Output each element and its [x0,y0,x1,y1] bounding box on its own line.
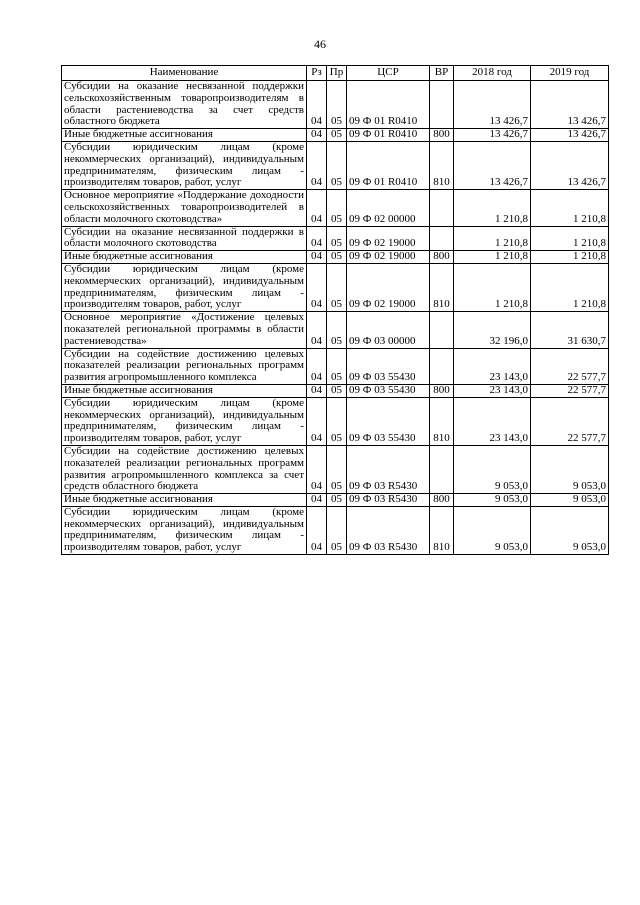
row-name-cell: Основное мероприятие «Достижение целевых показателей региональной программы в области растениеводства» [62,312,307,348]
row-2019-amount: 22 577,7 [531,348,609,384]
table-row [62,81,609,129]
table-header-row [62,66,609,81]
row-rz-cell: 04 [307,81,327,129]
row-pr-cell: 05 [327,263,347,311]
row-2018-amount: 9 053,0 [454,506,531,554]
row-2019-amount: 1 210,8 [531,226,609,251]
row-vr-cell: 810 [430,263,454,311]
row-rz-cell: 04 [307,312,327,348]
row-name-cell: Субсидии на содействие достижению целевых показателей реализации региональных программ развития агропромышленного комплекса за счет средств областного бюджета [62,445,307,493]
row-csr-cell: 09 Ф 01 R0410 [347,81,430,129]
row-vr-cell [430,226,454,251]
row-2019-amount: 9 053,0 [531,445,609,493]
page-number: 46 [314,37,326,51]
row-2019-amount: 13 426,7 [531,129,609,142]
row-rz-cell: 04 [307,397,327,445]
row-name-cell: Основное мероприятие «Поддержание доходности сельскохозяйственных товаропроизводителей в области молочного скотоводства» [62,190,307,226]
row-rz-cell: 04 [307,141,327,189]
row-2019-amount: 1 210,8 [531,251,609,264]
row-csr-cell: 09 Ф 02 19000 [347,226,430,251]
row-vr-cell: 810 [430,397,454,445]
row-vr-cell [430,312,454,348]
row-name-cell: Субсидии юридическим лицам (кроме некоммерческих организаций), индивидуальным предпринимателям, физическим лицам - производителям товаров, работ, услуг [62,263,307,311]
column-header-rz: Рз [307,66,327,81]
table-row [62,312,609,348]
row-2019-amount: 13 426,7 [531,81,609,129]
row-name-cell: Субсидии юридическим лицам (кроме некоммерческих организаций), индивидуальным предпринимателям, физическим лицам - производителям товаров, работ, услуг [62,141,307,189]
row-2018-amount: 9 053,0 [454,445,531,493]
row-pr-cell: 05 [327,190,347,226]
table-row [62,141,609,189]
row-name-cell: Иные бюджетные ассигнования [62,129,307,142]
row-name-cell: Субсидии на оказание несвязанной поддержки в области молочного скотоводства [62,226,307,251]
row-pr-cell: 05 [327,384,347,397]
row-pr-cell: 05 [327,348,347,384]
row-vr-cell: 800 [430,129,454,142]
column-header-csr: ЦСР [347,66,430,81]
row-rz-cell: 04 [307,190,327,226]
table-row [62,251,609,264]
row-2018-amount: 23 143,0 [454,348,531,384]
row-2018-amount: 13 426,7 [454,141,531,189]
row-rz-cell: 04 [307,263,327,311]
table-row [62,190,609,226]
row-rz-cell: 04 [307,226,327,251]
row-2019-amount: 13 426,7 [531,141,609,189]
row-2018-amount: 1 210,8 [454,251,531,264]
row-csr-cell: 09 Ф 02 00000 [347,190,430,226]
table-row [62,129,609,142]
row-2018-amount: 13 426,7 [454,81,531,129]
table-row [62,397,609,445]
row-2019-amount: 22 577,7 [531,397,609,445]
row-name-cell: Иные бюджетные ассигнования [62,494,307,507]
row-rz-cell: 04 [307,348,327,384]
table-row [62,348,609,384]
row-rz-cell: 04 [307,251,327,264]
row-2018-amount: 1 210,8 [454,190,531,226]
row-vr-cell: 800 [430,494,454,507]
row-csr-cell: 09 Ф 03 55430 [347,397,430,445]
row-2019-amount: 31 630,7 [531,312,609,348]
table-row [62,226,609,251]
column-header-name: Наименование [62,66,307,81]
row-2018-amount: 1 210,8 [454,263,531,311]
row-pr-cell: 05 [327,312,347,348]
row-pr-cell: 05 [327,397,347,445]
row-pr-cell: 05 [327,494,347,507]
row-rz-cell: 04 [307,445,327,493]
row-vr-cell: 810 [430,141,454,189]
row-rz-cell: 04 [307,494,327,507]
row-pr-cell: 05 [327,81,347,129]
row-csr-cell: 09 Ф 03 R5430 [347,445,430,493]
table-row [62,494,609,507]
row-2019-amount: 1 210,8 [531,263,609,311]
row-name-cell: Иные бюджетные ассигнования [62,384,307,397]
row-2018-amount: 13 426,7 [454,129,531,142]
row-vr-cell: 800 [430,384,454,397]
column-header-2019: 2019 год [531,66,609,81]
row-2019-amount: 9 053,0 [531,506,609,554]
table-row [62,384,609,397]
row-name-cell: Субсидии юридическим лицам (кроме некоммерческих организаций), индивидуальным предпринимателям, физическим лицам - производителям товаров, работ, услуг [62,506,307,554]
row-rz-cell: 04 [307,506,327,554]
table-row [62,445,609,493]
row-rz-cell: 04 [307,129,327,142]
budget-table [61,65,609,555]
row-2018-amount: 23 143,0 [454,384,531,397]
row-name-cell: Субсидии на оказание несвязанной поддержки сельскохозяйственным товаропроизводителям в области растениеводства за счет средств областного бюджета [62,81,307,129]
table-row [62,263,609,311]
row-2019-amount: 9 053,0 [531,494,609,507]
column-header-vr: ВР [430,66,454,81]
row-pr-cell: 05 [327,506,347,554]
row-csr-cell: 09 Ф 01 R0410 [347,129,430,142]
row-vr-cell: 800 [430,251,454,264]
row-csr-cell: 09 Ф 03 R5430 [347,494,430,507]
row-pr-cell: 05 [327,445,347,493]
row-2019-amount: 22 577,7 [531,384,609,397]
row-name-cell: Субсидии на содействие достижению целевых показателей реализации региональных программ развития агропромышленного комплекса [62,348,307,384]
row-rz-cell: 04 [307,384,327,397]
row-2018-amount: 1 210,8 [454,226,531,251]
row-csr-cell: 09 Ф 03 00000 [347,312,430,348]
row-csr-cell: 09 Ф 03 55430 [347,384,430,397]
column-header-2018: 2018 год [454,66,531,81]
row-vr-cell [430,190,454,226]
row-2019-amount: 1 210,8 [531,190,609,226]
row-pr-cell: 05 [327,141,347,189]
row-csr-cell: 09 Ф 02 19000 [347,263,430,311]
row-2018-amount: 23 143,0 [454,397,531,445]
column-header-pr: Пр [327,66,347,81]
table-row [62,506,609,554]
row-csr-cell: 09 Ф 02 19000 [347,251,430,264]
row-2018-amount: 9 053,0 [454,494,531,507]
row-pr-cell: 05 [327,226,347,251]
row-csr-cell: 09 Ф 03 R5430 [347,506,430,554]
row-pr-cell: 05 [327,129,347,142]
row-pr-cell: 05 [327,251,347,264]
row-2018-amount: 32 196,0 [454,312,531,348]
row-vr-cell [430,81,454,129]
row-name-cell: Иные бюджетные ассигнования [62,251,307,264]
row-name-cell: Субсидии юридическим лицам (кроме некоммерческих организаций), индивидуальным предпринимателям, физическим лицам - производителям товаров, работ, услуг [62,397,307,445]
row-vr-cell [430,348,454,384]
row-vr-cell: 810 [430,506,454,554]
row-csr-cell: 09 Ф 03 55430 [347,348,430,384]
row-vr-cell [430,445,454,493]
row-csr-cell: 09 Ф 01 R0410 [347,141,430,189]
